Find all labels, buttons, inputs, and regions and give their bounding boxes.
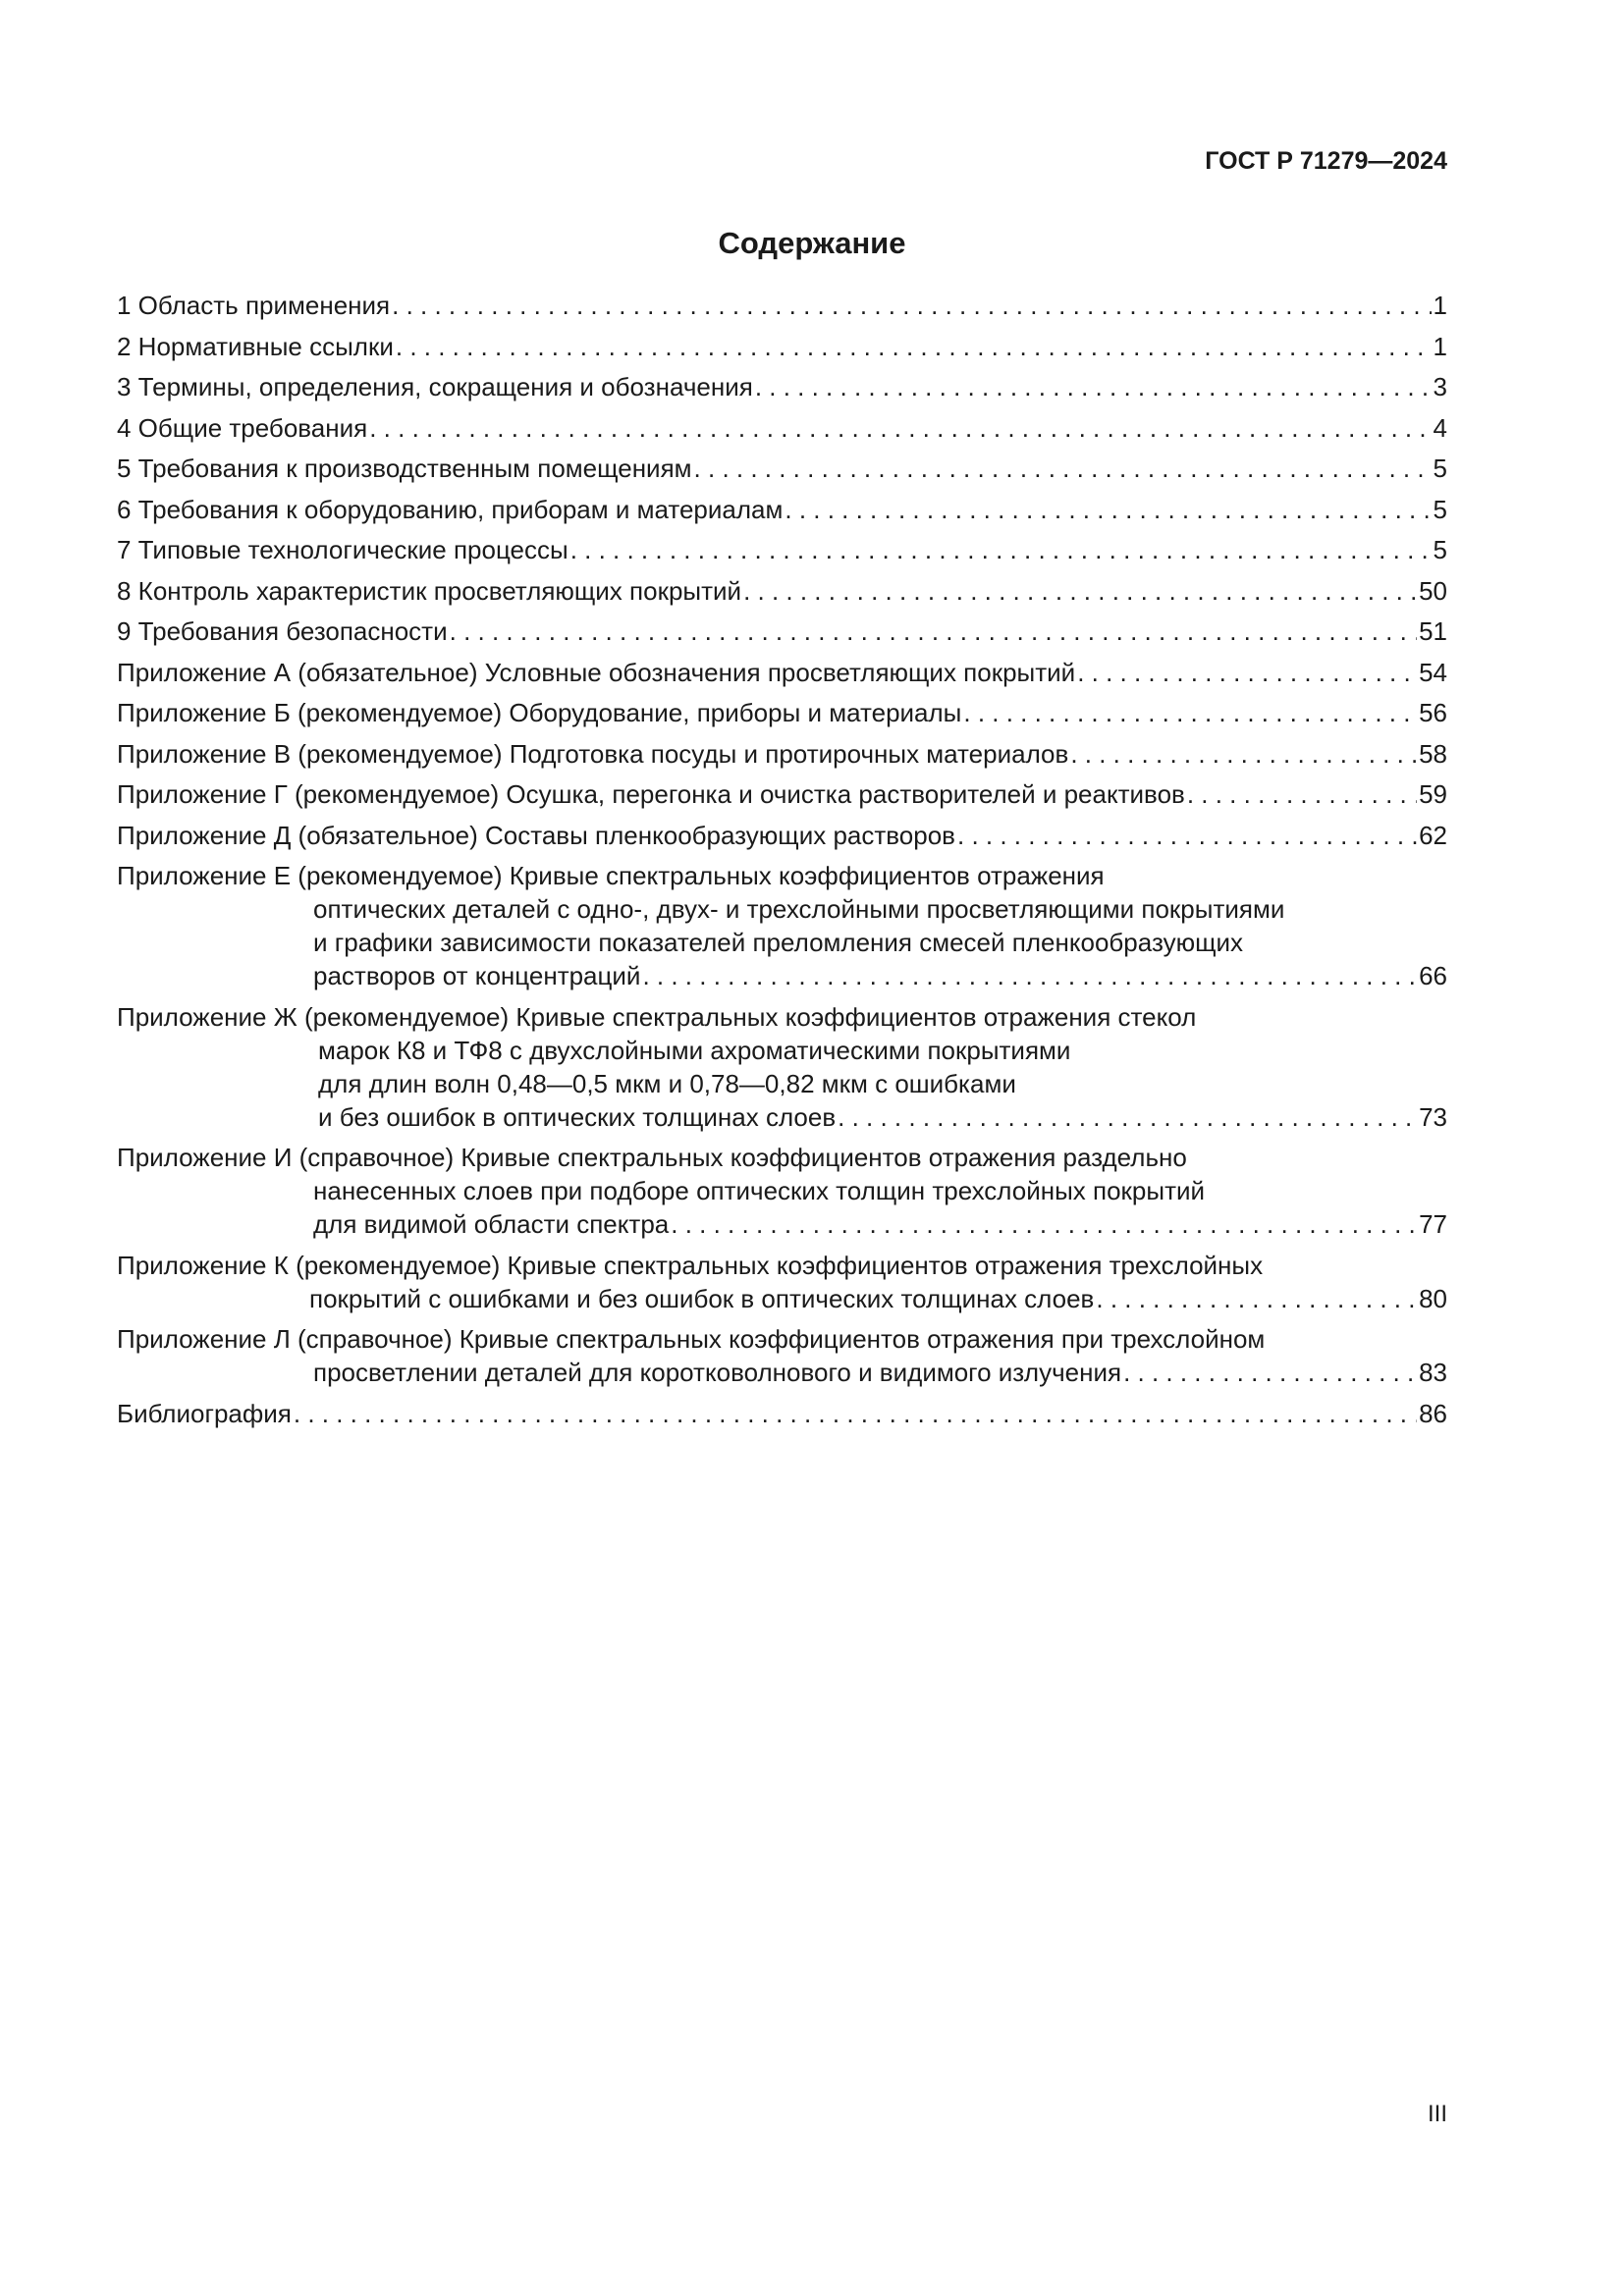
toc-entry[interactable]	[117, 1249, 1447, 1315]
toc-entry[interactable]	[117, 289, 1447, 322]
toc-entry-page: 59	[1419, 779, 1447, 809]
toc-entry-title-continued: растворов от концентраций	[313, 961, 641, 990]
toc-entry[interactable]	[117, 330, 1447, 363]
toc-leader-dots	[450, 614, 1417, 648]
toc-leader-dots	[570, 533, 1432, 566]
toc-entry-page: 1	[1433, 331, 1447, 361]
toc-entry-page: 3	[1433, 372, 1447, 401]
toc-entry-title: 1 Область применения	[117, 291, 391, 320]
toc-entry-title-continued: покрытий с ошибками и без ошибок в оптических толщинах слоев	[309, 1283, 1095, 1313]
toc-entry[interactable]	[117, 737, 1447, 771]
toc-entry[interactable]	[117, 777, 1447, 811]
toc-leader-dots	[755, 370, 1432, 403]
toc-entry-page: 86	[1419, 1398, 1447, 1428]
toc-entry-page: 77	[1419, 1209, 1447, 1239]
toc-entry-title: 6 Требования к оборудованию, приборам и материалам	[117, 494, 784, 524]
toc-entry-page: 73	[1419, 1101, 1447, 1132]
toc-entry-page: 5	[1433, 535, 1447, 564]
toc-entry-title: Приложение Г (рекомендуемое) Осушка, перегонка и очистка растворителей и реактивов	[117, 779, 1185, 809]
toc-leader-dots	[1070, 737, 1417, 771]
toc-entry-title: Приложение К (рекомендуемое) Кривые спектральных коэффициентов отражения трехслойных	[117, 1250, 1264, 1280]
toc-leader-dots	[1123, 1356, 1417, 1389]
toc-entry-title: Приложение Л (справочное) Кривые спектральных коэффициентов отражения при трехслойном	[117, 1324, 1266, 1354]
toc-entry-title-continued: и графики зависимости показателей преломления смесей пленкообразующих	[313, 928, 1243, 957]
toc-entry[interactable]	[117, 533, 1447, 566]
toc-entry-title: 5 Требования к производственным помещениям	[117, 454, 692, 483]
toc-entry[interactable]	[117, 493, 1447, 526]
toc-leader-dots	[785, 493, 1431, 526]
toc-entry-title: 8 Контроль характеристик просветляющих покрытий	[117, 575, 742, 606]
toc-entry-title: Приложение Д (обязательное) Составы пленкообразующих растворов	[117, 820, 955, 850]
toc-entry[interactable]	[117, 1141, 1447, 1241]
toc-entry-title: Приложение В (рекомендуемое) Подготовка посуды и протирочных материалов	[117, 738, 1069, 769]
toc-entry[interactable]	[117, 1000, 1447, 1134]
toc-leader-dots	[957, 819, 1417, 852]
toc-entry-title: 4 Общие требования	[117, 412, 368, 443]
toc-entry[interactable]	[117, 1397, 1447, 1430]
toc-entry[interactable]	[117, 859, 1447, 992]
toc-entry[interactable]	[117, 452, 1447, 485]
toc-entry[interactable]	[117, 696, 1447, 729]
toc-entry-title-continued: просветлении деталей для коротковолнового и видимого излучения	[313, 1358, 1122, 1387]
toc-entry[interactable]	[117, 614, 1447, 648]
table-of-contents	[117, 289, 1447, 1437]
toc-leader-dots	[671, 1207, 1417, 1241]
toc-entry-title-continued: марок К8 и ТФ8 с двухслойными ахроматическими покрытиями	[318, 1035, 1071, 1065]
toc-entry-page: 62	[1419, 820, 1447, 850]
toc-entry-page: 66	[1419, 961, 1447, 990]
page-title: Содержание	[718, 226, 906, 260]
toc-entry-title: 9 Требования безопасности	[117, 616, 448, 646]
toc-entry-page: 50	[1419, 575, 1447, 606]
toc-entry-page: 51	[1419, 616, 1447, 646]
toc-leader-dots	[369, 411, 1431, 445]
toc-entry-page: 58	[1419, 738, 1447, 769]
toc-entry-title: Приложение Ж (рекомендуемое) Кривые спектральных коэффициентов отражения стекол	[117, 1001, 1197, 1032]
toc-entry[interactable]	[117, 411, 1447, 445]
toc-entry-title: Приложение И (справочное) Кривые спектральных коэффициентов отражения раздельно	[117, 1143, 1187, 1172]
toc-entry[interactable]	[117, 1322, 1447, 1389]
toc-entry-page: 56	[1419, 698, 1447, 727]
toc-entry-page: 80	[1419, 1283, 1447, 1313]
toc-entry-page: 83	[1419, 1358, 1447, 1387]
toc-entry-title-continued: и без ошибок в оптических толщинах слоев	[318, 1101, 837, 1132]
toc-leader-dots	[1096, 1282, 1417, 1315]
toc-leader-dots	[392, 289, 1431, 322]
toc-leader-dots	[838, 1100, 1417, 1134]
toc-entry-page: 4	[1433, 412, 1447, 443]
toc-entry-title: Приложение Б (рекомендуемое) Оборудование, приборы и материалы	[117, 698, 962, 727]
toc-entry-title-continued: оптических деталей с одно-, двух- и трехслойными просветляющими покрытиями	[313, 894, 1285, 924]
toc-entry-title: 2 Нормативные ссылки	[117, 331, 394, 361]
toc-entry-title-continued: для длин волн 0,48—0,5 мкм и 0,78—0,82 мкм с ошибками	[318, 1068, 1016, 1098]
toc-leader-dots	[694, 452, 1432, 485]
toc-leader-dots	[1187, 777, 1417, 811]
toc-entry-page: 1	[1433, 291, 1447, 320]
toc-leader-dots	[1077, 656, 1417, 689]
toc-entry[interactable]	[117, 574, 1447, 608]
toc-leader-dots	[642, 959, 1417, 992]
toc-entry-page: 54	[1419, 657, 1447, 687]
toc-leader-dots	[396, 330, 1432, 363]
toc-leader-dots	[294, 1397, 1417, 1430]
toc-entry-page: 5	[1433, 494, 1447, 524]
toc-leader-dots	[743, 574, 1417, 608]
toc-entry-title: 3 Термины, определения, сокращения и обозначения	[117, 372, 753, 401]
toc-entry-title: Приложение Е (рекомендуемое) Кривые спектральных коэффициентов отражения	[117, 861, 1105, 890]
toc-entry[interactable]	[117, 656, 1447, 689]
toc-entry-title: Библиография	[117, 1398, 292, 1428]
page-number: III	[1427, 2101, 1447, 2127]
toc-entry-title: Приложение А (обязательное) Условные обозначения просветляющих покрытий	[117, 657, 1076, 687]
toc-leader-dots	[963, 696, 1417, 729]
toc-entry[interactable]	[117, 819, 1447, 852]
toc-entry-title-continued: нанесенных слоев при подборе оптических толщин трехслойных покрытий	[313, 1176, 1206, 1205]
toc-entry-page: 5	[1433, 454, 1447, 483]
document-code: ГОСТ Р 71279—2024	[1205, 147, 1447, 175]
toc-entry[interactable]	[117, 370, 1447, 403]
toc-entry-title: 7 Типовые технологические процессы	[117, 535, 568, 564]
toc-entry-title-continued: для видимой области спектра	[313, 1209, 670, 1239]
